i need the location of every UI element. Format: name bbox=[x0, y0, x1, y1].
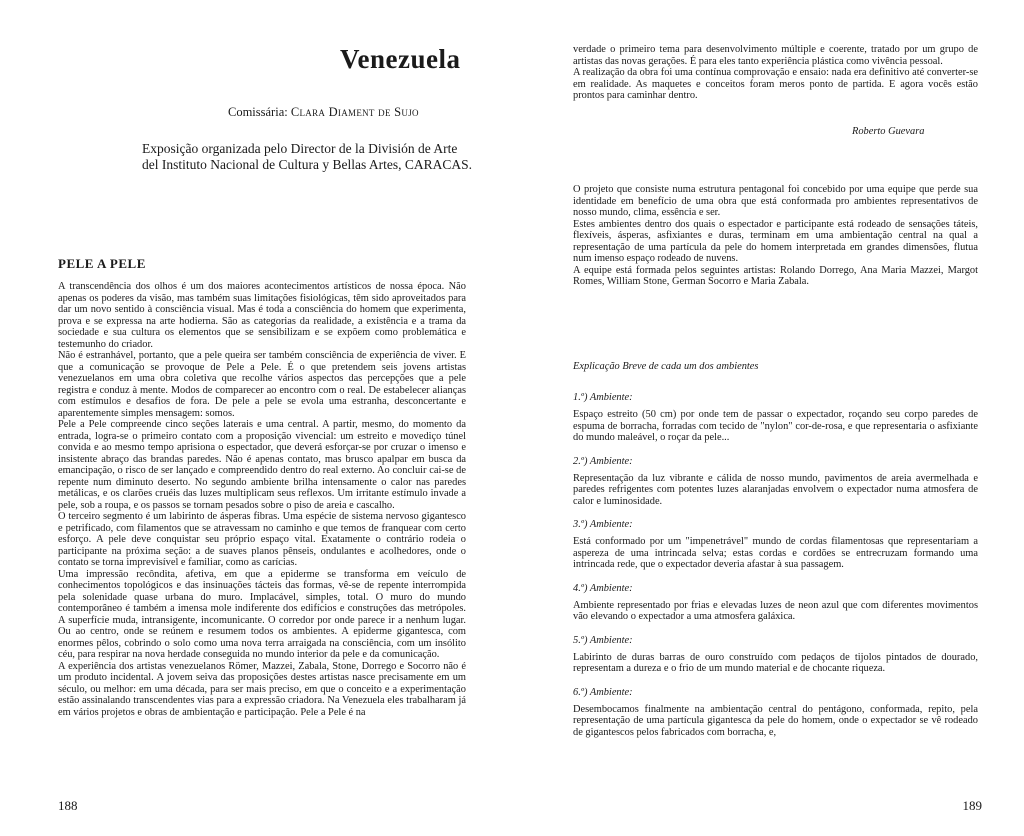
ambiente-text: Labirinto de duras barras de ouro construído com pedaços de tijolos pintados de dourado, representam a dureza e o frio de um mundo material e de chocante riqueza. bbox=[573, 651, 978, 674]
ambiente-label: 6.º) Ambiente: bbox=[573, 686, 633, 698]
project-paragraph: O projeto que consiste numa estrutura pentagonal foi concebido por uma equipe que perde sua identidade em benefício de uma obra que está conformada pro ambientes representativos de nosso mundo, clima, essência e ser. bbox=[573, 184, 978, 218]
ambiente-item bbox=[573, 687, 978, 739]
essay-paragraph: verdade o primeiro tema para desenvolvimento múltiple e coerente, tratado por um grupo de artistas das novas gerações. É para eles tanto experiência plástica como vivência pessoal. bbox=[573, 44, 978, 67]
ambiente-text: Está conformado por um "impenetrável" mundo de cordas filamentosas que representariam a aspereza de uma intrincada selva; estas cordas e cordões se entrecruzam formando uma intrincada rede, que o expectador deveria afastar à sua passagem. bbox=[573, 536, 978, 570]
ambiente-label: 3.º) Ambiente: bbox=[573, 519, 633, 530]
ambiente-item bbox=[573, 456, 978, 508]
ambiente-label: 4.º) Ambiente: bbox=[573, 582, 633, 594]
ambiente-item bbox=[573, 519, 978, 571]
commissary-name: Clara Diament de Sujo bbox=[290, 105, 419, 119]
ambiente-text: Representação da luz vibrante e cálida de nosso mundo, pavimentos de areia avermelhada e paredes refrigentes com potentes luzes alaranjadas envolvem o expectador numa atmosfera de calor e luminosidade. bbox=[573, 472, 978, 507]
essay-paragraph: Uma impressão recôndita, afetiva, em que a epiderme se transforma em veículo de conhecimentos topológicos e das insinuações tácteis das formas, vê-se de repente interrompida pela solenidade quase urbana do muro. Implacável, simples, total. O muro do mundo contemporâneo é também a imensa mole indiferente dos edifícios e construções das metrópoles. A superfície muda, intransigente, incomunicante. O corredor por onde parece ir a nenhum lugar. Ou ao centro, onde se reúnem e resumem todos os ambientes. A epiderme gigantesca, com enormes pêlos, cobrindo o solo como uma nova terra arraigada na consciência, com um insólito céu, para respirar na nova herdade conseguida no mundo interior da pele e da comunicação. bbox=[58, 568, 466, 660]
commissary-prefix: Comissária: bbox=[228, 105, 288, 119]
essay-paragraph: Não é estranhável, portanto, que a pele queira ser também consciência de experiência de viver. E que a comunicação se provoque de Pele a Pele. É o que pretendem seis jovens artistas venezuelanos em uma obra coletiva que recolhe vários aspectos das percepções que a pele registra e conduz à mente. Modos de comparecer ao encontro com o real. De estabelecer alianças com estímulos e desafios de fora. De pele a pele se evola uma estranha, desconcertante e aparentemente simples mensagem: somos. bbox=[58, 350, 466, 419]
essay-paragraph: Pele a Pele compreende cinco seções laterais e uma central. A partir, mesmo, do momento da entrada, logra-se o primeiro contato com a proposição vivencial: um estreito e movediço túnel convida e ao mesmo tempo aprisiona o espectador, que deverá esforçar-se por cruzar o imenso e insistente abraço das brandas paredes. Não é apenas contato, mas brusco apalpar em busca da emancipação, o risco de ser lançado e compreendido dentro do real externo. Ao concluir cai-se de repente num diminuto deserto. No segundo ambiente brilha intensamente o calor nas paredes metálicas, e os clarões cruéis das luzes multiplicam seus reflexos. Um irritante estímulo invade a pele, sob a roupa, e os passos se tornam pesados sobre o piso de areia e cascalho. bbox=[58, 419, 466, 511]
essay-paragraph: A realização da obra foi uma contínua comprovação e ensaio: nada era definitivo até converter-se em realidade. As maquetes e conceitos foram meros ponto de partida. E agora vocês estão prontos para caminhar dentro. bbox=[573, 67, 978, 101]
page-title: Venezuela bbox=[340, 44, 461, 74]
ambiente-label: 5.º) Ambiente: bbox=[573, 634, 633, 646]
ambiente-text: Desembocamos finalmente na ambientação central do pentágono, conformada, repito, pela representação de uma partícula gigantesca da pele do homem, onde o expectador se vê rodeado de gigantescos pelos fabricados com borracha, e, bbox=[573, 703, 978, 738]
project-description bbox=[573, 184, 978, 288]
project-paragraph: Estes ambientes dentro dos quais o espectador e participante está rodeado de sensações táteis, flexíveis, ásperas, asfixiantes e duras, terminam em uma ambientação central na qual a representação de uma partícula da pele do homem interpretada em grandes dimensões, flutua num imenso espaço rodeado de nuvens. bbox=[573, 218, 978, 264]
essay-body bbox=[58, 281, 466, 718]
right-page bbox=[512, 0, 1024, 836]
page-number-left: 188 bbox=[58, 798, 78, 813]
ambiente-label: 2.º) Ambiente: bbox=[573, 455, 633, 467]
explication-heading: Explicação Breve de cada um dos ambientes bbox=[573, 361, 759, 372]
author-signature: Roberto Guevara bbox=[852, 126, 925, 137]
page-number-right: 189 bbox=[962, 798, 982, 813]
ambiente-text: Ambiente representado por frias e elevadas luzes de neon azul que com diferentes movimentos vão elevando o expectador a uma atmosfera galáxica. bbox=[573, 599, 978, 622]
ambiente-item bbox=[573, 392, 978, 444]
essay-paragraph: O terceiro segmento é um labirinto de ásperas fibras. Uma espécie de sistema nervoso gigantesco e petrificado, com filamentos que se atravessam no caminho e que temos de franquear com certo esforço. A pele deve conquistar seu próprio espaço vital. Exatamente o contrário rodeia o participante na próxima seção: a de suaves planos pênseis, ondulantes e acolhedores, onde o contato se torna imprevisível e familiar, como as carícias. bbox=[58, 511, 466, 568]
essay-continuation bbox=[573, 44, 978, 102]
commissary-line bbox=[228, 105, 419, 120]
ambiente-text: Espaço estreito (50 cm) por onde tem de passar o expectador, roçando seu corpo paredes de espuma de borracha, forradas com tecido de "nylon" cor-de-rosa, e que representaria o asfixiante do mundo maleável, o roçar da pele... bbox=[573, 409, 978, 443]
ambiente-label: 1.º) Ambiente: bbox=[573, 392, 633, 403]
ambiente-list bbox=[573, 392, 978, 750]
essay-paragraph: A experiência dos artistas venezuelanos Römer, Mazzei, Zabala, Stone, Dorrego e Socorro não é um produto incidental. A jovem seiva das proposições destes artistas nasce precisamente em um século, ou melhor: em uma década, para ser mais preciso, em que o conceito e a experimentação estão assinalando transcendentes vias para a expressão criadora. Na Venezuela eles trabalharam já em vários projetos e obras de ambientação e participação. Pele a Pele é na bbox=[58, 660, 466, 718]
essay-paragraph: A transcendência dos olhos é um dos maiores acontecimentos artísticos de nossa época. Não apenas os poderes da visão, mas também suas limitações fisiológicas, têm sido aproveitados para dar um novo sentido à consciência visual. Mas é toda a consciência do homem que experimenta, prova e se expressa na arte hodierna. São as categorias da realidade, a existência e a trama da sociedade e sua cultura os elementos que se sensibilizam e se expõem como problemática e testemunho do criador. bbox=[58, 281, 466, 350]
exhibition-note: Exposição organizada pelo Director de la División de Arte del Instituto Nacional de Cultura y Bellas Artes, CARACAS. bbox=[142, 141, 472, 172]
ambiente-item bbox=[573, 583, 978, 623]
project-paragraph: A equipe está formada pelos seguintes artistas: Rolando Dorrego, Ana Maria Mazzei, Margot Romes, William Stone, German Socorro e Maria Zabala. bbox=[573, 264, 978, 287]
section-heading: PELE A PELE bbox=[58, 256, 146, 271]
ambiente-item bbox=[573, 635, 978, 675]
